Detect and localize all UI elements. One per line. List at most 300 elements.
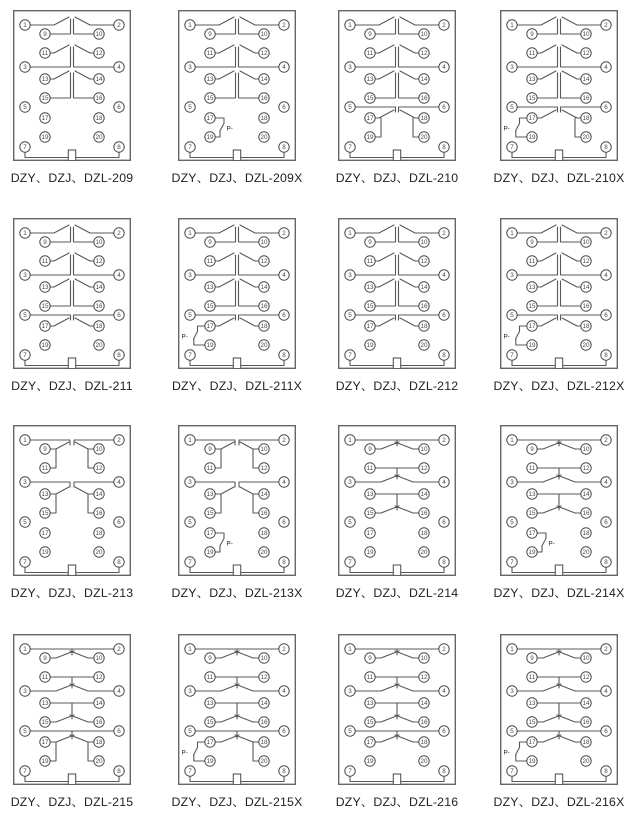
terminal-number: 16 (420, 719, 428, 727)
terminal-number: 5 (348, 312, 352, 320)
terminal-19 (365, 132, 375, 142)
terminal-number: 10 (95, 446, 103, 454)
terminal-number: 19 (528, 549, 536, 557)
terminal-10 (259, 237, 269, 247)
terminal-number: 3 (188, 479, 192, 487)
terminal-number: 19 (366, 549, 374, 557)
terminal-number: 15 (366, 510, 374, 518)
terminal-5 (20, 310, 30, 320)
terminal-9 (365, 237, 375, 247)
terminal-7 (20, 350, 30, 360)
terminal-number: 5 (188, 728, 192, 736)
relay-diagram-svg (500, 10, 618, 161)
panel-label: DZY、DZJ、DZL-210 (335, 171, 459, 185)
terminal-6 (439, 310, 449, 320)
terminal-number: 7 (23, 768, 27, 776)
terminal-number: 20 (260, 758, 268, 766)
relay-panel (0, 218, 151, 414)
terminal-number: 3 (23, 479, 27, 487)
panel-label: DZY、DZJ、DZL-215 (10, 795, 134, 809)
terminal-1 (20, 644, 30, 654)
terminal-number: 18 (95, 739, 103, 747)
terminal-1 (507, 644, 517, 654)
terminal-number: 3 (348, 479, 352, 487)
terminal-number: 11 (206, 465, 214, 473)
terminal-7 (20, 766, 30, 776)
terminal-3 (507, 477, 517, 487)
terminal-number: 11 (206, 258, 214, 266)
terminal-10 (581, 237, 591, 247)
terminal-11 (40, 463, 50, 473)
terminal-1 (345, 228, 355, 238)
terminal-14 (94, 74, 104, 84)
terminal-10 (94, 653, 104, 663)
terminal-7 (507, 557, 517, 567)
terminal-10 (581, 29, 591, 39)
terminal-2 (279, 20, 289, 30)
terminal-number: 6 (604, 519, 608, 527)
relay-diagram-svg (13, 425, 131, 576)
terminal-2 (279, 228, 289, 238)
terminal-18 (259, 321, 269, 331)
terminal-14 (259, 698, 269, 708)
terminal-8 (601, 142, 611, 152)
terminal-number: 5 (188, 312, 192, 320)
terminal-number: 6 (282, 312, 286, 320)
terminal-18 (419, 113, 429, 123)
terminal-7 (507, 350, 517, 360)
terminal-18 (419, 528, 429, 538)
terminal-13 (40, 698, 50, 708)
panel-label: DZY、DZJ、DZL-213 (10, 586, 134, 600)
terminal-number: 10 (420, 239, 428, 247)
terminal-number: 4 (282, 688, 286, 696)
terminal-number: 3 (348, 272, 352, 280)
relay-diagram-svg (13, 10, 131, 161)
terminal-6 (279, 102, 289, 112)
terminal-number: 7 (348, 559, 352, 567)
relay-diagram-svg (13, 218, 131, 369)
relay-diagram-svg (178, 425, 296, 576)
terminal-number: 5 (188, 519, 192, 527)
relay-diagram-svg (500, 634, 618, 785)
terminal-number: 19 (366, 134, 374, 142)
terminal-17 (40, 113, 50, 123)
terminal-15 (365, 717, 375, 727)
terminal-number: 4 (604, 272, 608, 280)
terminal-number: 18 (260, 739, 268, 747)
terminal-number: 14 (420, 700, 428, 708)
terminal-number: 5 (23, 728, 27, 736)
terminal-10 (581, 653, 591, 663)
panel-label: DZY、DZJ、DZL-211 (11, 379, 133, 393)
terminal-number: 11 (366, 674, 374, 682)
terminal-2 (439, 644, 449, 654)
terminal-5 (20, 726, 30, 736)
coil (233, 358, 240, 369)
terminal-18 (581, 113, 591, 123)
panel-border (179, 426, 296, 576)
terminal-number: 5 (188, 104, 192, 112)
terminal-number: 11 (528, 50, 536, 58)
terminal-number: 20 (260, 134, 268, 142)
terminal-number: 2 (604, 22, 608, 30)
terminal-number: 9 (530, 655, 534, 663)
terminal-number: 19 (41, 342, 49, 350)
terminal-number: 4 (442, 479, 446, 487)
terminal-number: 2 (117, 437, 121, 445)
terminal-number: 15 (41, 510, 49, 518)
terminal-15 (365, 301, 375, 311)
terminal-13 (527, 698, 537, 708)
terminal-5 (507, 102, 517, 112)
terminal-3 (185, 62, 195, 72)
terminal-20 (259, 132, 269, 142)
terminal-16 (259, 301, 269, 311)
terminal-9 (527, 29, 537, 39)
terminal-13 (365, 489, 375, 499)
terminal-number: 4 (282, 479, 286, 487)
terminal-number: 18 (420, 115, 428, 123)
terminal-number: 14 (582, 491, 590, 499)
coil (233, 774, 240, 785)
terminal-3 (20, 270, 30, 280)
terminal-number: 9 (368, 239, 372, 247)
terminal-5 (507, 517, 517, 527)
terminal-9 (205, 444, 215, 454)
terminal-number: 13 (366, 76, 374, 84)
terminal-16 (94, 93, 104, 103)
terminal-number: 7 (510, 559, 514, 567)
terminal-18 (94, 321, 104, 331)
terminal-number: 10 (260, 446, 268, 454)
terminal-number: 16 (260, 510, 268, 518)
terminal-number: 12 (582, 674, 590, 682)
terminal-1 (507, 228, 517, 238)
terminal-number: 15 (528, 95, 536, 103)
terminal-number: 8 (282, 559, 286, 567)
terminal-14 (581, 282, 591, 292)
terminal-number: 13 (41, 491, 49, 499)
terminal-number: 8 (117, 768, 121, 776)
terminal-number: 6 (282, 728, 286, 736)
terminal-number: 12 (420, 50, 428, 58)
terminal-number: 11 (366, 258, 374, 266)
terminal-number: 14 (95, 491, 103, 499)
terminal-number: 10 (582, 655, 590, 663)
terminal-number: 1 (23, 230, 27, 238)
terminal-number: 16 (260, 719, 268, 727)
terminal-2 (439, 20, 449, 30)
terminal-number: 19 (528, 134, 536, 142)
terminal-9 (40, 444, 50, 454)
terminal-number: 9 (368, 655, 372, 663)
terminal-5 (345, 517, 355, 527)
terminal-number: 20 (420, 342, 428, 350)
relay-panel (480, 634, 633, 830)
terminal-number: 3 (23, 272, 27, 280)
relay-panel (0, 10, 151, 206)
terminal-10 (419, 29, 429, 39)
terminal-17 (205, 737, 215, 747)
terminal-8 (439, 557, 449, 567)
coil (68, 565, 75, 576)
terminal-number: 8 (117, 559, 121, 567)
terminal-13 (365, 74, 375, 84)
relay-diagram-svg (338, 218, 456, 369)
terminal-10 (259, 653, 269, 663)
terminal-4 (114, 477, 124, 487)
panel-label: DZY、DZJ、DZL-210X (493, 171, 625, 185)
terminal-number: 2 (604, 230, 608, 238)
terminal-16 (581, 93, 591, 103)
terminal-number: 14 (260, 491, 268, 499)
p-flag-label: P- (226, 125, 233, 133)
terminal-number: 14 (260, 284, 268, 292)
terminal-number: 14 (420, 76, 428, 84)
relay-panel (318, 10, 476, 206)
terminal-8 (601, 766, 611, 776)
terminal-12 (581, 463, 591, 473)
terminal-number: 7 (348, 352, 352, 360)
coil (555, 565, 562, 576)
terminal-number: 12 (420, 674, 428, 682)
terminal-3 (507, 62, 517, 72)
terminal-number: 9 (368, 31, 372, 39)
terminal-number: 13 (41, 700, 49, 708)
terminal-14 (94, 489, 104, 499)
terminal-number: 3 (188, 272, 192, 280)
terminal-20 (259, 756, 269, 766)
terminal-9 (205, 237, 215, 247)
terminal-number: 4 (604, 64, 608, 72)
panel-border (339, 219, 456, 369)
terminal-number: 6 (604, 104, 608, 112)
relay-panel (480, 218, 633, 414)
terminal-17 (205, 528, 215, 538)
terminal-17 (365, 528, 375, 538)
terminal-14 (419, 282, 429, 292)
terminal-number: 10 (260, 655, 268, 663)
terminal-19 (527, 340, 537, 350)
terminal-12 (581, 48, 591, 58)
terminal-number: 10 (420, 31, 428, 39)
terminal-number: 11 (528, 465, 536, 473)
terminal-11 (205, 48, 215, 58)
terminal-11 (205, 256, 215, 266)
terminal-20 (581, 756, 591, 766)
terminal-number: 1 (23, 646, 27, 654)
terminal-number: 9 (530, 446, 534, 454)
terminal-number: 18 (582, 115, 590, 123)
terminal-number: 6 (442, 728, 446, 736)
terminal-6 (114, 517, 124, 527)
terminal-number: 7 (188, 559, 192, 567)
terminal-number: 9 (368, 446, 372, 454)
terminal-5 (20, 102, 30, 112)
terminal-number: 5 (23, 519, 27, 527)
relay-panel (318, 218, 476, 414)
p-flag-label: P- (503, 333, 510, 341)
terminal-14 (94, 282, 104, 292)
terminal-number: 7 (348, 144, 352, 152)
terminal-number: 3 (510, 272, 514, 280)
terminal-16 (419, 508, 429, 518)
terminal-number: 9 (43, 31, 47, 39)
terminal-number: 15 (528, 719, 536, 727)
terminal-number: 8 (604, 144, 608, 152)
terminal-17 (205, 113, 215, 123)
terminal-5 (185, 102, 195, 112)
terminal-3 (20, 477, 30, 487)
terminal-number: 6 (117, 728, 121, 736)
terminal-number: 8 (282, 352, 286, 360)
terminal-number: 16 (95, 95, 103, 103)
terminal-11 (527, 672, 537, 682)
terminal-number: 10 (420, 446, 428, 454)
terminal-number: 15 (206, 95, 214, 103)
terminal-number: 3 (510, 479, 514, 487)
terminal-number: 20 (95, 549, 103, 557)
terminal-number: 12 (95, 50, 103, 58)
relay-diagram-svg (500, 218, 618, 369)
coil (555, 774, 562, 785)
terminal-1 (185, 20, 195, 30)
terminal-number: 1 (348, 646, 352, 654)
terminal-number: 8 (442, 144, 446, 152)
terminal-16 (419, 717, 429, 727)
terminal-12 (581, 672, 591, 682)
terminal-11 (365, 256, 375, 266)
terminal-number: 15 (206, 303, 214, 311)
terminal-17 (365, 113, 375, 123)
terminal-number: 16 (260, 95, 268, 103)
relay-panel (158, 634, 316, 830)
relay-diagram-svg (338, 425, 456, 576)
terminal-number: 3 (510, 688, 514, 696)
relay-diagram-svg (338, 634, 456, 785)
terminal-number: 12 (260, 465, 268, 473)
terminal-number: 13 (528, 284, 536, 292)
terminal-8 (279, 350, 289, 360)
terminal-number: 12 (582, 50, 590, 58)
terminal-3 (345, 477, 355, 487)
terminal-1 (507, 435, 517, 445)
relay-panel (318, 425, 476, 621)
terminal-number: 5 (510, 312, 514, 320)
terminal-number: 16 (95, 510, 103, 518)
terminal-number: 11 (41, 674, 49, 682)
terminal-3 (345, 270, 355, 280)
terminal-number: 10 (260, 31, 268, 39)
terminal-18 (259, 528, 269, 538)
terminal-number: 1 (188, 646, 192, 654)
terminal-7 (185, 557, 195, 567)
terminal-number: 1 (348, 437, 352, 445)
terminal-number: 1 (348, 230, 352, 238)
terminal-number: 8 (442, 352, 446, 360)
terminal-number: 4 (442, 688, 446, 696)
terminal-13 (40, 282, 50, 292)
terminal-9 (205, 29, 215, 39)
terminal-number: 12 (95, 674, 103, 682)
terminal-number: 19 (528, 342, 536, 350)
terminal-number: 14 (260, 700, 268, 708)
terminal-4 (601, 686, 611, 696)
terminal-2 (601, 644, 611, 654)
terminal-number: 1 (23, 22, 27, 30)
terminal-number: 20 (582, 549, 590, 557)
terminal-number: 9 (208, 446, 212, 454)
terminal-number: 1 (188, 22, 192, 30)
terminal-number: 16 (95, 303, 103, 311)
terminal-10 (94, 29, 104, 39)
terminal-1 (20, 228, 30, 238)
terminal-9 (365, 444, 375, 454)
terminal-number: 6 (442, 104, 446, 112)
terminal-15 (40, 508, 50, 518)
terminal-17 (527, 528, 537, 538)
terminal-number: 20 (582, 758, 590, 766)
terminal-number: 5 (510, 519, 514, 527)
terminal-number: 12 (260, 674, 268, 682)
terminal-17 (40, 321, 50, 331)
terminal-number: 2 (604, 437, 608, 445)
terminal-5 (345, 726, 355, 736)
terminal-number: 7 (23, 559, 27, 567)
terminal-6 (114, 102, 124, 112)
terminal-number: 8 (117, 144, 121, 152)
terminal-number: 11 (528, 674, 536, 682)
terminal-12 (94, 672, 104, 682)
terminal-14 (419, 489, 429, 499)
terminal-number: 17 (41, 323, 49, 331)
terminal-number: 4 (117, 688, 121, 696)
terminal-number: 20 (260, 342, 268, 350)
terminal-number: 11 (41, 465, 49, 473)
relay-panel (0, 634, 151, 830)
coil (555, 150, 562, 161)
terminal-number: 16 (420, 510, 428, 518)
terminal-number: 18 (95, 530, 103, 538)
terminal-2 (279, 644, 289, 654)
panel-label: DZY、DZJ、DZL-209 (10, 171, 134, 185)
terminal-number: 12 (260, 50, 268, 58)
terminal-number: 9 (208, 31, 212, 39)
terminal-number: 7 (188, 144, 192, 152)
terminal-number: 12 (260, 258, 268, 266)
terminal-11 (527, 256, 537, 266)
relay-diagram-svg (178, 10, 296, 161)
terminal-13 (40, 74, 50, 84)
terminal-number: 19 (206, 549, 214, 557)
terminal-13 (205, 489, 215, 499)
terminal-number: 2 (117, 646, 121, 654)
terminal-14 (581, 74, 591, 84)
terminal-15 (205, 93, 215, 103)
terminal-12 (259, 463, 269, 473)
terminal-6 (601, 726, 611, 736)
terminal-17 (40, 737, 50, 747)
coil (68, 150, 75, 161)
terminal-number: 11 (366, 50, 374, 58)
terminal-number: 2 (442, 646, 446, 654)
terminal-number: 16 (582, 303, 590, 311)
terminal-7 (185, 766, 195, 776)
terminal-number: 8 (117, 352, 121, 360)
terminal-number: 6 (117, 104, 121, 112)
terminal-number: 19 (41, 758, 49, 766)
